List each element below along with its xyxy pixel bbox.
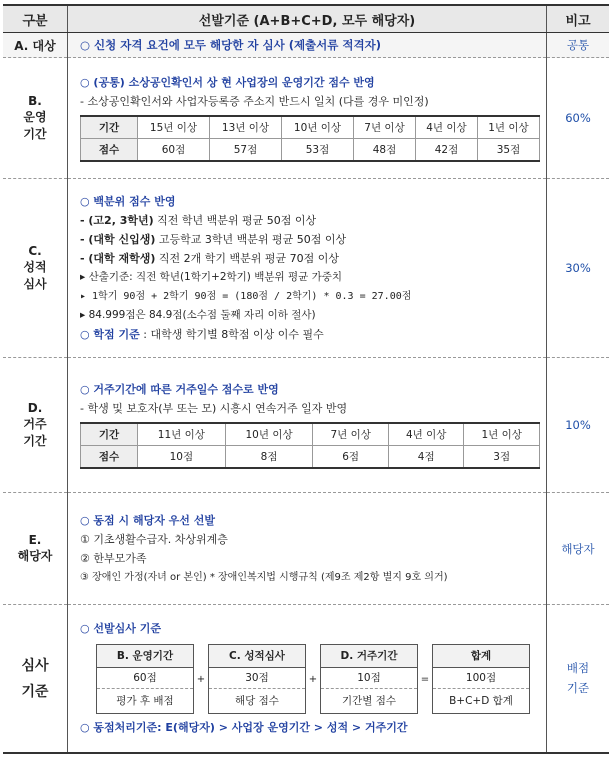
formula-operator: + [196,673,206,685]
review-note-2: 기준 [566,681,590,696]
formula-box-title: D. 거주기간 [321,645,417,668]
formula-box [96,644,194,714]
selection-criteria-table [3,4,607,754]
operation-period-row-header-cell: 기간 [81,116,138,139]
residence-label-2: 거주 [23,417,47,431]
residence-score-row-cell: 4점 [388,445,464,468]
grade-line-3 [80,249,538,268]
eligible-note: 해당자 [547,493,610,605]
residence-score-row [81,445,540,468]
review-note-1: 배점 [566,661,590,676]
residence-score-row-cell: 6점 [313,445,389,468]
formula-box-desc: B+C+D 합계 [449,695,513,708]
operation-period-row-cell: 7년 이상 [354,116,416,139]
grade-line-7-head: ○ 학점 기준 [80,328,140,341]
grade-title: ○ 백분위 점수 반영 [80,195,176,208]
row-operation-period [3,58,609,179]
eligible-label-1: E. [28,533,42,547]
residence-period-row-cell: 7년 이상 [313,423,389,446]
residence-sub: - 학생 및 보호자(부 또는 모) 시흥시 연속거주 일자 반영 [80,401,348,415]
operation-label-3: 기간 [23,127,47,141]
grade-note: 30% [547,179,610,358]
grade-line-1 [80,211,538,230]
formula-box-title: B. 운영기간 [97,645,193,668]
residence-period-row-cell: 11년 이상 [138,423,226,446]
row-target [3,33,609,58]
target-note: 공통 [547,33,610,58]
target-text: ○ 신청 자격 요건에 모두 해당한 자 심사 (제출서류 적격자) [68,33,547,58]
target-label: A. 대상 [3,33,68,58]
eligible-label-2: 해당자 [17,549,53,563]
grade-line-7-text: : 대학생 학기별 8학점 이상 이수 필수 [139,328,324,341]
operation-title: ○ (공통) 소상공인확인서 상 현 사업장의 운영기간 점수 반영 [80,75,375,89]
grade-line-4: ▸ 산출기준: 직전 학년(1학기+2학기) 백분위 평균 가중치 [80,271,343,283]
formula-operator: = [420,673,430,685]
residence-label-3: 기간 [23,434,47,448]
row-eligible [3,493,609,605]
header-criteria: 선발기준 (A+B+C+D, 모두 해당자) [68,5,547,33]
score-formula [96,644,538,714]
tie-break-rule: ○ 동점처리기준: E(해당자) > 사업장 운영기간 > 성적 > 거주기간 [80,721,408,735]
grade-label-1: C. [28,244,42,258]
eligible-label [3,493,68,605]
residence-score-row-cell: 3점 [464,445,540,468]
operation-score-row-cell: 48점 [354,138,416,161]
grade-label-3: 심사 [23,277,47,291]
residence-content [68,358,547,493]
grade-line-7 [80,325,538,344]
eligible-title: ○ 동점 시 해당자 우선 선발 [80,513,216,527]
operation-period-row-cell: 15년 이상 [138,116,210,139]
grade-line-2 [80,230,538,249]
review-title: ○ 선발심사 기준 [80,622,162,636]
operation-content [68,58,547,179]
formula-box-value: 30점 [209,668,305,689]
operation-note: 60% [547,58,610,179]
residence-period-row-cell: 1년 이상 [464,423,540,446]
grade-line-3-head: - (대학 재학생) [80,252,156,265]
row-grade-review [3,179,609,358]
residence-period-row [81,423,540,446]
residence-note: 10% [547,358,610,493]
grade-line-2-head: - (대학 신입생) [80,233,156,246]
formula-box [432,644,530,714]
residence-period-row-cell: 4년 이상 [388,423,464,446]
formula-box [208,644,306,714]
residence-title: ○ 거주기간에 따른 거주일수 점수로 반영 [80,382,279,396]
operation-label [3,58,68,179]
row-residence-period [3,358,609,493]
operation-score-row-cell: 57점 [210,138,282,161]
eligible-line-3: ③ 장애인 가정(자녀 or 본인) * 장애인복지법 시행규칙 (제9조 제2항 별지 9호 의거) [80,571,448,583]
operation-label-1: B. [28,94,42,108]
grade-line-5: ▸ 1학기 90점 + 2학기 90점 = (180점 / 2학기) * 0.3 = 27.00점 [80,291,412,302]
operation-score-row [81,138,540,161]
formula-box-desc: 평가 후 배점 [116,695,174,708]
formula-box-value: 100점 [433,668,529,689]
header-row [3,5,609,33]
grade-line-1-head: - (고2, 3학년) [80,214,154,227]
operation-period-row-cell: 1년 이상 [477,116,539,139]
grade-line-3-text: 직전 2개 학기 백분위 평균 70점 이상 [155,252,340,265]
residence-score-row-cell: 8점 [225,445,313,468]
operation-score-row-cell: 35점 [477,138,539,161]
residence-period-row-header-cell: 기간 [81,423,138,446]
residence-label-1: D. [27,401,43,415]
grade-label-2: 성적 [23,260,47,274]
formula-box-title: 합계 [433,645,529,668]
formula-operator: + [308,673,318,685]
grade-label [3,179,68,358]
grade-content [68,179,547,358]
residence-label [3,358,68,493]
residence-score-table [80,422,540,469]
operation-period-row-cell: 4년 이상 [415,116,477,139]
header-note: 비고 [547,5,610,33]
operation-sub: - 소상공인확인서와 사업자등록증 주소지 반드시 일치 (다를 경우 미인정) [80,94,429,108]
operation-score-table [80,115,540,162]
eligible-line-2: ② 한부모가족 [80,551,147,565]
formula-box-value: 10점 [321,668,417,689]
row-review-criteria [3,605,609,753]
operation-score-row-cell: 53점 [282,138,354,161]
operation-label-2: 운영 [23,110,47,124]
formula-box-desc: 해당 점수 [235,695,279,708]
formula-box [320,644,418,714]
residence-score-row-cell: 10점 [138,445,226,468]
header-category: 구분 [3,5,68,33]
operation-period-row-cell: 13년 이상 [210,116,282,139]
review-note [547,605,610,753]
operation-period-row-cell: 10년 이상 [282,116,354,139]
grade-line-1-text: 직전 학년 백분위 평균 50점 이상 [153,214,317,227]
operation-period-row [81,116,540,139]
operation-score-row-cell: 60점 [138,138,210,161]
operation-score-row-cell: 42점 [415,138,477,161]
eligible-content [68,493,547,605]
formula-box-title: C. 성적심사 [209,645,305,668]
grade-line-6: ▸ 84.999점은 84.9점(소수점 둘째 자리 이하 절사) [80,309,316,321]
review-label-2: 기준 [21,684,49,701]
formula-box-desc: 기간별 점수 [341,695,397,708]
operation-score-row-header-cell: 점수 [81,138,138,161]
formula-box-value: 60점 [97,668,193,689]
residence-period-row-cell: 10년 이상 [225,423,313,446]
review-label [3,605,68,753]
grade-line-2-text: 고등학교 3학년 백분위 평균 50점 이상 [155,233,347,246]
review-label-1: 심사 [21,658,49,675]
residence-score-row-header-cell: 점수 [81,445,138,468]
eligible-line-1: ① 기초생활수급자. 차상위계층 [80,532,228,546]
review-content [68,605,547,753]
